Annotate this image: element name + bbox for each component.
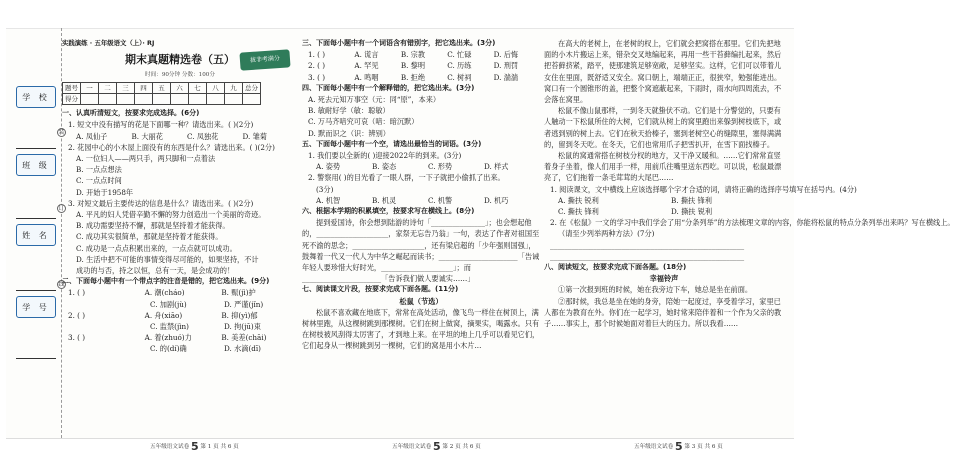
question-line: D. 开始于1958年: [76, 187, 134, 197]
option-row: [302, 60, 540, 71]
option-item[interactable]: A. 谎言: [354, 50, 379, 60]
question-line: 2. 花园中心的小木屋上面没有的东西是什么？请选出来。( )(2分): [68, 142, 275, 152]
question-line: 成功的与否，持之以恒，总有一天，是会成功的！: [76, 266, 235, 276]
footer-page: 第 1 页 共 6 页: [200, 444, 239, 450]
option-item[interactable]: 2. ( ): [308, 61, 326, 71]
question-line: 2. 在《松鼠》一文的学习中我们学会了用“分条列举”的方法梳理文章的内容，你能将松鼠的特点分条列举出来吗？写在横线上。: [550, 218, 955, 228]
name-label: 姓 名: [22, 230, 50, 240]
option-item[interactable]: B. 姿态: [372, 162, 397, 172]
option-item[interactable]: A. 罕见: [354, 61, 379, 71]
question-line: ______________________________________________________: [550, 240, 745, 250]
number-write-line[interactable]: [16, 358, 56, 359]
option-item[interactable]: B. 宗教: [400, 50, 426, 60]
question-line: （请至少列举两种方法）(7分): [558, 229, 655, 239]
page-2-footer: [392, 440, 481, 453]
option-row: [62, 287, 298, 298]
option-item[interactable]: B. 拒绝: [400, 72, 426, 82]
option-item[interactable]: D. 撕扶 锐利: [671, 207, 713, 217]
option-item: [76, 343, 150, 354]
option-item[interactable]: 1. ( ): [68, 288, 86, 298]
score-header-cell: 五: [153, 83, 171, 94]
binding-hole: 线: [58, 281, 65, 288]
school-write-line[interactable]: [16, 148, 56, 149]
footer-label: 五年级语文试卷: [634, 444, 674, 450]
score-header-cell: 九: [225, 83, 243, 94]
question-line: 1. 短文中没有描写的花是下面哪一种？请选出来。( )(2分): [68, 120, 254, 130]
option-item[interactable]: A. 鸣咽: [354, 72, 379, 82]
section-heading: 八、阅读短文，按要求完成下面各题。(18分): [544, 263, 687, 272]
score-cell[interactable]: [117, 94, 135, 105]
option-item[interactable]: D. 雏菊: [242, 131, 267, 141]
question-line: 1. 我们要以全新的( )迎接2022年的到来。(3分): [308, 151, 462, 161]
score-cell[interactable]: [99, 94, 117, 105]
binding-margin: [6, 28, 65, 438]
score-cell[interactable]: [207, 94, 225, 105]
option-row: [544, 206, 784, 217]
option-row: [62, 343, 298, 354]
option-item[interactable]: 1. ( ): [308, 50, 326, 60]
option-item[interactable]: B. 抑(yì)郁: [221, 310, 258, 320]
passage-title: 幸福铃声: [649, 274, 679, 284]
option-item[interactable]: C. 形势: [428, 162, 453, 172]
option-row: [62, 299, 298, 310]
score-cell[interactable]: [171, 94, 189, 105]
binding-hole: 订: [58, 205, 65, 212]
page-1-footer: [150, 440, 239, 453]
page-1-questions: [62, 108, 298, 354]
title-row: [62, 49, 298, 71]
score-cell[interactable]: [225, 94, 243, 105]
option-row: [302, 49, 540, 60]
page-3-questions: [544, 38, 955, 329]
passage-paragraph: 松鼠不像山鼠那样，一到冬天就蛰伏不动。它们是十分警觉的，只要有人触动一下松鼠所住的大树，它们就从树上的窝里跑出来躲到树枝底下，或者逃到别的树上去。它们在秋天拾榛子，塞到老树空心的缝隙里，塞得满满的，留到冬天吃。在冬天，它们也常用爪子把雪扒开，在雪下面找榛子。: [544, 106, 782, 149]
score-cell[interactable]: [153, 94, 171, 105]
number-label-box: [16, 296, 56, 318]
option-row: [302, 161, 540, 172]
score-header-cell: 七: [189, 83, 207, 94]
option-item[interactable]: A. 姿势: [316, 162, 341, 172]
passage-paragraph: 松鼠不喜欢藏在地底下，常常在高处活动，像飞鸟一样住在树顶上，满树林里跑，从这棵树跳到那棵树。它们在树上做窝，摘果实，喝露水。只有在树枝被风刮得太厉害了，才到地上来。在平坦的地上几乎可以看见它们，它们起身从一棵树跳到另一棵树，它们的窝是用小木片...: [302, 307, 540, 351]
option-item[interactable]: B. 机灵: [372, 195, 397, 205]
option-item: [76, 321, 150, 332]
score-header-cell: 八: [207, 83, 225, 94]
question-line: A. 平凡的妇人凭借辛勤不懈的努力创造出一个美丽的奇迹。: [76, 210, 266, 220]
footer-grade-number: 5: [432, 440, 441, 453]
score-header-cell: 四: [135, 83, 153, 94]
question-line: ______________________________________________________: [550, 251, 745, 261]
promo-badge: 拔非考满分: [239, 49, 290, 70]
option-item[interactable]: A. 潮(cháo): [144, 288, 185, 298]
binding-hole: 装: [58, 129, 65, 136]
passage-title: 松鼠（节选）: [399, 296, 443, 306]
question-line: 1. 阅读课文，文中横线上应该选择哪个字才合适的词，请将正确的选择序号填写在括号内。(4分): [550, 184, 857, 194]
option-item[interactable]: D. 样式: [484, 162, 509, 172]
score-cell[interactable]: [243, 94, 261, 105]
school-label-box: [16, 86, 56, 108]
option-item[interactable]: 3. ( ): [308, 72, 326, 82]
question-line: A. 一位妇人——两只手，两只脚和一点着法: [76, 154, 216, 164]
school-label: 学 校: [22, 92, 50, 102]
passage-paragraph: 松鼠的窝通常搭在树枝分杈的地方，又干净又暖和。……它们常常直竖着身子坐着，像人们用手一样，用前爪往嘴里送东西吃。可以说，松鼠最漂亮了，它们拖着一条毛茸茸的大尾巴……: [544, 151, 782, 183]
option-item[interactable]: C. 机警: [428, 195, 453, 205]
page-3-footer: [634, 440, 723, 453]
section-heading: 七、阅读课文片段，按要求完成下面各题。(11分): [302, 285, 459, 294]
score-cell[interactable]: [135, 94, 153, 105]
page-divider: [6, 438, 794, 439]
option-row: [62, 310, 298, 321]
passage-paragraph: ①第一次报到班的时候，她在我旁边下车，她总是坐在前面。: [558, 285, 753, 295]
option-row: [544, 195, 784, 206]
section-heading: 一、认真听清短文，按要求完成选择。(6分): [62, 109, 200, 118]
question-line: D. 生活中把不可能的事情变得尽可能的，如果坚持，不计: [76, 254, 259, 264]
option-item[interactable]: 3. ( ): [68, 333, 86, 343]
option-item: [76, 299, 150, 310]
question-line: (3分): [316, 184, 334, 194]
score-cell[interactable]: [189, 94, 207, 105]
score-header-cell: 六: [171, 83, 189, 94]
footer-label: 五年级语文试卷: [392, 444, 432, 450]
score-header-label: 题号: [63, 83, 81, 94]
score-header-row: [63, 83, 261, 94]
option-item[interactable]: D. 拘(jū)束: [224, 322, 261, 332]
section-heading: 四、下面每小题中有一个解释错的，把它选出来。(3分): [302, 83, 475, 92]
footer-grade-number: 5: [674, 440, 683, 453]
footer-page: 第 3 页 共 6 页: [684, 444, 723, 450]
option-item[interactable]: A. 凤仙子: [76, 131, 108, 141]
score-table: [62, 82, 261, 105]
question-line: C. 成功是一点点积累出来的，一点点就可以成功。: [76, 243, 237, 253]
question-line: C. 一点点时间: [76, 176, 122, 186]
option-item[interactable]: C. 忙碌: [447, 50, 472, 60]
series-subtitle: 实践演练 · 五年级语文（上）· RJ: [62, 39, 155, 47]
class-write-line[interactable]: [16, 218, 56, 219]
time-score-line: 时间：90分钟 分数：100分: [145, 72, 215, 79]
score-header-cell: 一: [81, 83, 99, 94]
question-line: C. 万马齐喑究可哀（喑：暗沉默）: [308, 117, 419, 127]
page-1-column: [62, 38, 298, 355]
option-item[interactable]: D. 湍湍: [493, 72, 519, 82]
option-item[interactable]: A. 着(zhuó)力: [144, 333, 192, 343]
option-item[interactable]: B. 美差(chāi): [221, 333, 267, 343]
question-line: D. 默而识之（识：辨别）: [308, 128, 390, 138]
passage-paragraph: 在高大的老树上，在老树的杈上，它们就会把窝搭在那里。它们先把地面的小木片搬运上来，错杂交叉地编起来，再用一些干苔藓编扎起来，然后把苔藓挤紧，踏平，使那建筑足够宽敞，足够坚实。这样，它们可以带着儿女住在里面，既舒适又安全。窝口朝上，端端正正，很狭窄，勉强能进出。窝口有一个圆锥形的盖，把整个窝遮蔽起来，下雨时，雨水向四周流去，不会落在窝里。: [544, 39, 782, 105]
number-label: 学 号: [22, 302, 50, 312]
option-item[interactable]: A. 撕扶 锐利: [558, 195, 599, 205]
name-label-box: [16, 224, 56, 246]
option-item[interactable]: B. 大丽花: [131, 131, 163, 141]
option-item[interactable]: C. 的(dí)确: [150, 344, 187, 354]
section-heading: 五、下面每小题中有一个空，请选出最恰当的词语。(3分): [302, 139, 482, 148]
score-row-label: 得分: [63, 94, 81, 105]
footer-grade-number: 5: [190, 440, 199, 453]
option-item[interactable]: A. 舟(xiāo): [144, 310, 183, 320]
option-item[interactable]: C. 加剧(jù): [150, 299, 187, 309]
section-heading: 二、下面每小题中有一个带点字的注音是错的，把它选出来。(9分): [62, 277, 270, 286]
page-3-column: [544, 38, 955, 329]
option-item[interactable]: 2. ( ): [68, 310, 86, 320]
score-entry-row: [63, 94, 261, 105]
score-cell[interactable]: [81, 94, 99, 105]
option-row: [302, 72, 540, 83]
question-line: B. 敏耐好学（敏：聪敏）: [308, 106, 390, 116]
option-row: [62, 131, 298, 142]
option-item[interactable]: D. 严谨(jǐn): [224, 299, 264, 309]
class-label-box: [16, 154, 56, 176]
option-item[interactable]: D. 水滴(dī): [224, 344, 261, 354]
option-item[interactable]: C. 撕扶 锋利: [558, 207, 599, 217]
option-row: [62, 321, 298, 332]
question-line: 3. 对短文最后主要传达的信息是什么？请选出来。( )(2分): [68, 198, 254, 208]
option-row: [62, 332, 298, 343]
name-write-line[interactable]: [16, 290, 56, 291]
score-header-cell: 二: [99, 83, 117, 94]
score-header-cell: 三: [117, 83, 135, 94]
passage-paragraph: 提到爱国诗，你会想到陆游的诗句「_______________」；也会想起他的，____________________，家祭无忘告乃翁」一句，表达了作者对祖国至死不渝的思念；____________________，还有梁启超的「少年强则国强」，鼓舞着一代又一代人为中华之崛起而读书；______________________「告诫年轻人要珍惜大好时光，____________________」；而______________________「告诉我们做人要诚实……」: [302, 218, 540, 284]
option-item[interactable]: D. 刑罚: [493, 61, 519, 71]
passage-paragraph: ②那时候，我总是坐在她的身旁，陪她一起度过，享受着学习，家里已人都在为教育在外。你们在一起学习，她时常来陪伴着和一个作为父亲的教子……事实上，那个时候她面对着巨大的压力。所以我看……: [544, 296, 782, 329]
exam-title: 期末真题精选卷（五）: [125, 53, 235, 67]
option-item[interactable]: D. 后悔: [493, 50, 519, 60]
class-label: 班 级: [22, 160, 50, 170]
section-heading: 三、下面每小题中有一个词语含有错别字，把它选出来。(3分): [302, 39, 496, 47]
question-line: 2. 警察用( )的目光看了一眼人群，一下子就把小偷抓了出来。: [308, 173, 505, 183]
question-line: B. 一点点想法: [76, 165, 122, 175]
score-header-cell: 总分: [243, 83, 261, 94]
option-item[interactable]: C. 历练: [447, 61, 472, 71]
option-item[interactable]: D. 机巧: [484, 195, 509, 205]
option-item[interactable]: B. 赈(jì)护: [221, 288, 256, 298]
footer-page: 第 2 页 共 6 页: [442, 444, 481, 450]
option-item[interactable]: C. 凤独花: [187, 131, 219, 141]
question-line: B. 成功需要坚持不懈，那就是坚持着才能获得。: [76, 221, 230, 231]
section-heading: 六、根据本学期的积累填空，按要求写在横线上。(8分): [302, 207, 475, 216]
option-row: [302, 195, 540, 206]
option-item[interactable]: A. 机智: [316, 195, 341, 205]
option-item[interactable]: C. 树祠: [447, 72, 472, 82]
option-item[interactable]: C. 监禁(jìn): [150, 322, 189, 332]
footer-label: 五年级语文试卷: [150, 444, 190, 450]
option-item[interactable]: B. 撕扶 锋利: [671, 195, 712, 205]
option-item[interactable]: B. 黎明: [400, 61, 426, 71]
page-2-column: [302, 38, 540, 352]
page-2-questions: [302, 38, 540, 352]
question-line: A. 死去元知万事空（元：同“原”，本来）: [308, 95, 441, 105]
question-line: C. 成功其实很简单，那就是坚持着才能获得。: [76, 232, 223, 242]
